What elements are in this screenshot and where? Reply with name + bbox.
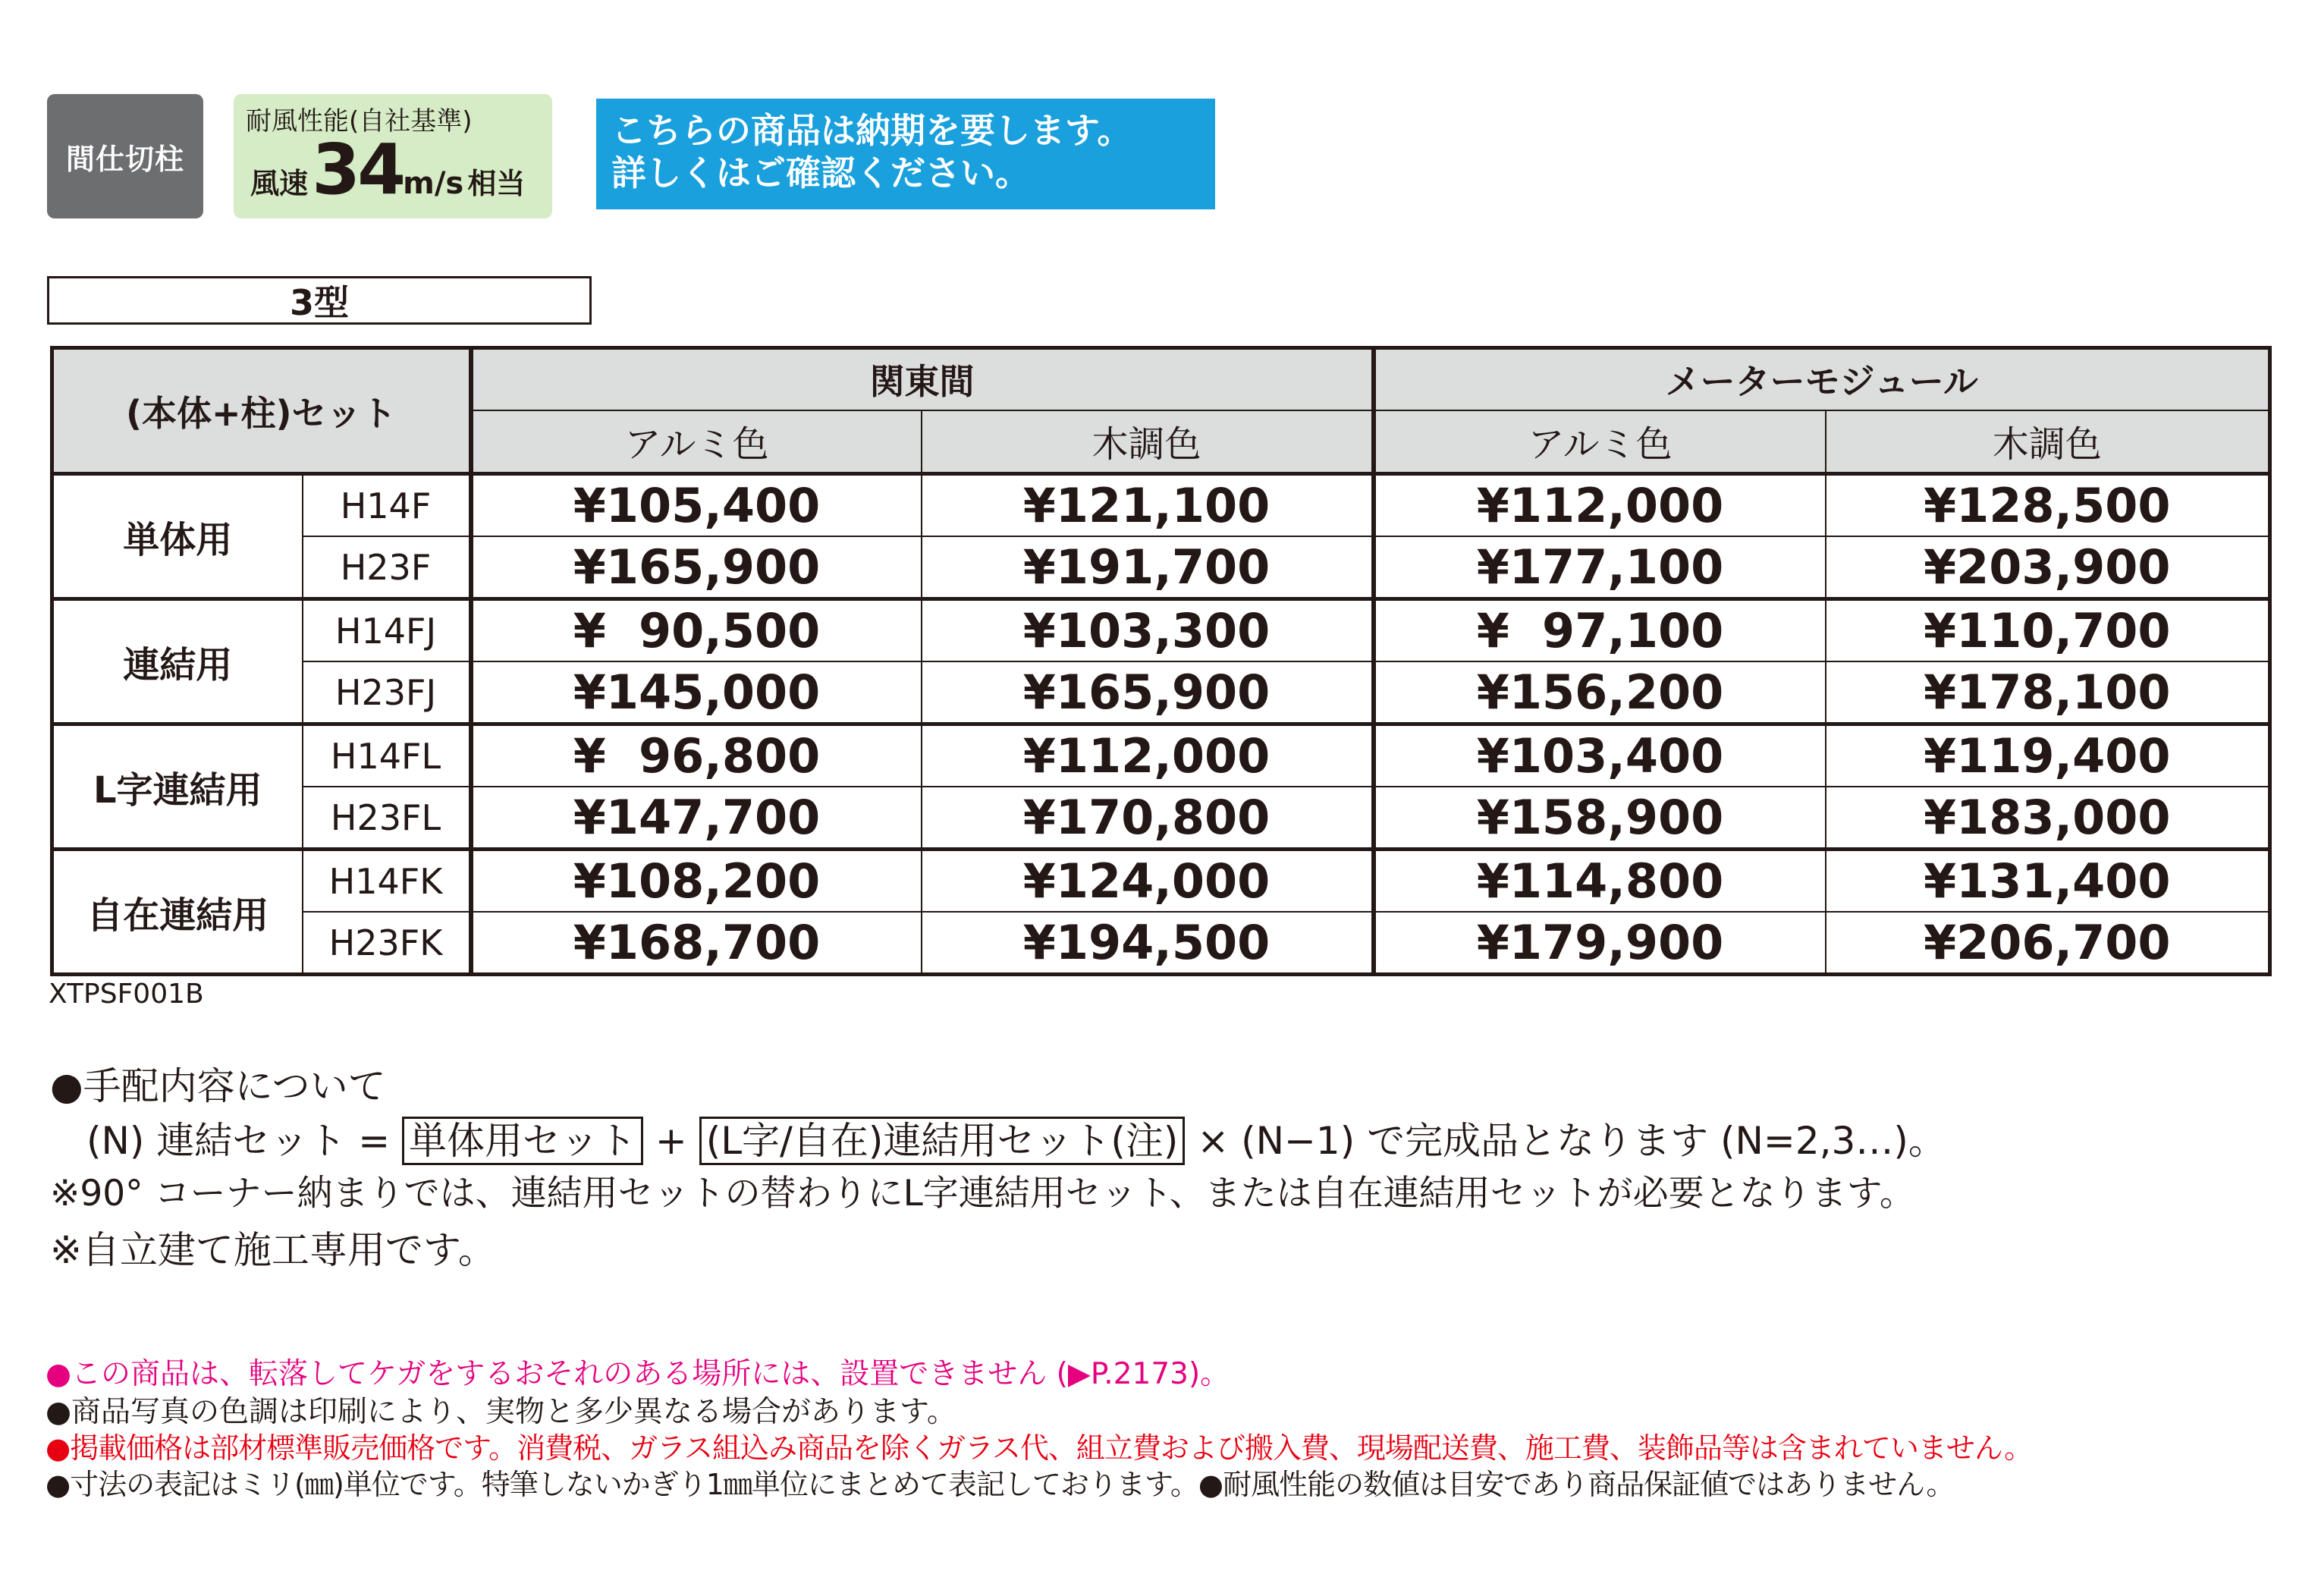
wind-performance-title: 耐風性能(自社基準)	[246, 106, 473, 137]
fall-warning-note: ●この商品は、転落してケガをするおそれのある場所には、設置できません (▶P.2173)。	[46, 1357, 1230, 1391]
row-group-label: 連結用	[52, 599, 303, 724]
price-cell: ¥165,900	[471, 536, 922, 599]
product-code: H23FJ	[303, 661, 471, 724]
notice-line-2: 詳しくはご確認ください。	[611, 152, 1030, 193]
price-cell: ¥119,400	[1826, 724, 2270, 787]
product-code: H23FK	[303, 912, 471, 975]
price-cell: ¥105,400	[471, 474, 922, 537]
product-code: H23FL	[303, 787, 471, 850]
wind-speed-unit: m/s	[403, 166, 464, 201]
price-cell: ¥158,900	[1374, 787, 1826, 850]
price-cell: ¥206,700	[1826, 912, 2270, 975]
product-code: H14F	[303, 474, 471, 537]
notice-line-1: こちらの商品は納期を要します。	[611, 110, 1132, 151]
price-table	[50, 346, 2272, 976]
product-type-badge	[47, 94, 203, 218]
wind-speed-prefix: 風速	[250, 167, 309, 200]
price-cell: ¥170,800	[922, 787, 1374, 850]
price-cell: ¥ 90,500	[471, 599, 922, 662]
price-cell: ¥147,700	[471, 787, 922, 850]
price-cell: ¥110,700	[1826, 599, 2270, 662]
price-cell: ¥156,200	[1374, 661, 1826, 724]
table-row	[52, 787, 2270, 850]
color-header: アルミ色	[471, 410, 922, 474]
table-row	[52, 536, 2270, 599]
product-code: H23F	[303, 536, 471, 599]
price-cell: ¥103,300	[922, 599, 1374, 662]
price-cell: ¥194,500	[922, 912, 1374, 975]
table-row	[52, 850, 2270, 913]
formula-part-a: (N) 連結セット =	[86, 1119, 402, 1163]
wind-speed-suffix: 相当	[467, 167, 526, 200]
formula-single-set-box: 単体用セット	[402, 1117, 643, 1165]
table-row	[52, 599, 2270, 662]
product-code: H14FJ	[303, 599, 471, 662]
row-group-label: L字連結用	[52, 724, 303, 850]
row-group-label: 自在連結用	[52, 850, 303, 975]
price-cell: ¥112,000	[922, 724, 1374, 787]
product-code: H14FL	[303, 724, 471, 787]
group-header-kanto: 関東間	[471, 348, 1374, 410]
wind-speed-line	[250, 129, 526, 210]
product-type-label: 間仕切柱	[65, 142, 184, 176]
dimension-unit-note: ●寸法の表記はミリ(㎜)単位です。特筆しないかぎり1㎜単位にまとめて表記しております。●耐風性能の数値は目安であり商品保証値ではありません。	[46, 1468, 1955, 1501]
color-tone-note: ●商品写真の色調は印刷により、実物と多少異なる場合があります。	[46, 1395, 956, 1429]
price-cell: ¥178,100	[1826, 661, 2270, 724]
price-cell: ¥168,700	[471, 912, 922, 975]
price-cell: ¥ 97,100	[1374, 599, 1826, 662]
price-cell: ¥165,900	[922, 661, 1374, 724]
product-code: H14FK	[303, 850, 471, 913]
corner-header: (本体+柱)セット	[52, 348, 471, 474]
price-cell: ¥114,800	[1374, 850, 1826, 913]
wind-performance-badge	[234, 94, 552, 218]
price-cell: ¥124,000	[922, 850, 1374, 913]
header-row-groups	[52, 348, 2270, 410]
price-cell: ¥ 96,800	[471, 724, 922, 787]
price-cell: ¥131,400	[1826, 850, 2270, 913]
model-label: 3型	[289, 282, 349, 323]
price-cell: ¥128,500	[1826, 474, 2270, 537]
price-scope-note: ●掲載価格は部材標準販売価格です。消費税、ガラス組込み商品を除くガラス代、組立費および搬入費、現場配送費、施工費、装飾品等は含まれていません。	[46, 1431, 2033, 1465]
price-cell: ¥108,200	[471, 850, 922, 913]
freestanding-note: ※自立建て施工専用です。	[50, 1228, 496, 1272]
table-row	[52, 661, 2270, 724]
table-row	[52, 912, 2270, 975]
order-notes-heading: ●手配内容について	[50, 1064, 386, 1108]
price-cell: ¥112,000	[1374, 474, 1826, 537]
formula-part-b: × (N−1) で完成品となります (N=2,3…)。	[1185, 1119, 1946, 1163]
price-cell: ¥121,100	[922, 474, 1374, 537]
color-header: 木調色	[922, 410, 1374, 474]
formula-joint-set-box: (L字/自在)連結用セット(注)	[699, 1117, 1186, 1165]
price-cell: ¥145,000	[471, 661, 922, 724]
table-row	[52, 724, 2270, 787]
price-cell: ¥203,900	[1826, 536, 2270, 599]
price-cell: ¥183,000	[1826, 787, 2270, 850]
color-header: 木調色	[1826, 410, 2270, 474]
price-cell: ¥103,400	[1374, 724, 1826, 787]
set-formula	[86, 1111, 1946, 1165]
table-row	[52, 474, 2270, 537]
formula-plus: +	[643, 1119, 699, 1163]
lead-time-notice	[596, 99, 1215, 209]
wind-speed-value: 34	[312, 129, 404, 210]
price-cell: ¥191,700	[922, 536, 1374, 599]
group-header-meter: メーターモジュール	[1374, 348, 2270, 410]
price-cell: ¥179,900	[1374, 912, 1826, 975]
model-label-box	[47, 276, 592, 325]
table-catalog-code: XTPSF001B	[49, 979, 204, 1010]
row-group-label: 単体用	[52, 474, 303, 599]
color-header: アルミ色	[1374, 410, 1826, 474]
corner-note: ※90° コーナー納まりでは、連結用セットの替わりにL字連結用セット、または自在連結用セットが必要となります。	[50, 1173, 1915, 1214]
price-cell: ¥177,100	[1374, 536, 1826, 599]
